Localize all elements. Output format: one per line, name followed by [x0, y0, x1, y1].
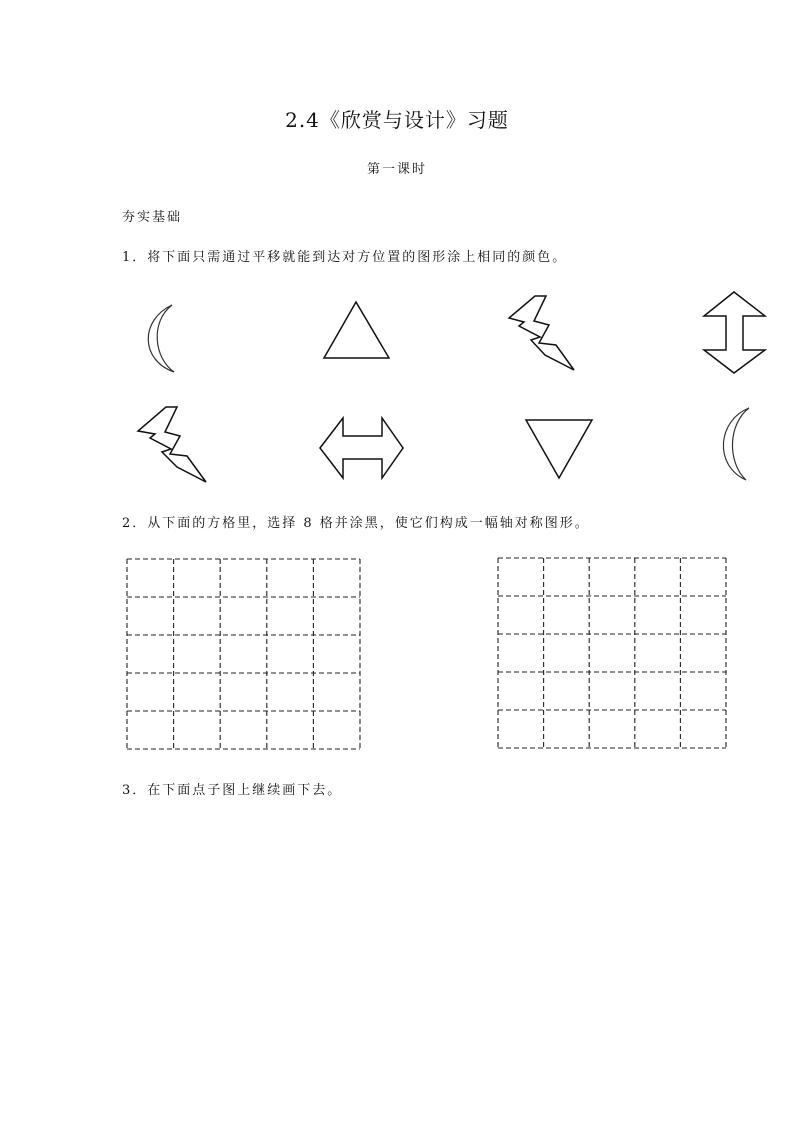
lightning-bolt-icon [509, 296, 574, 370]
question-3: 3．在下面点子图上继续画下去。 [122, 783, 343, 798]
question-1: 1．将下面只需通过平移就能到达对方位置的图形涂上相同的颜色。 [122, 250, 568, 265]
section-heading: 夯实基础 [122, 210, 183, 225]
dashed-grid-left[interactable] [127, 559, 360, 749]
lightning-bolt-icon [138, 407, 206, 482]
triangle-down-icon [526, 420, 592, 478]
vertical-double-arrow-icon [704, 292, 765, 373]
crescent-moon-icon [148, 305, 174, 372]
triangle-up-icon [324, 302, 389, 358]
question-2: 2．从下面的方格里，选择 8 格并涂黑，使它们构成一幅轴对称图形。 [122, 516, 590, 531]
dashed-grid-right[interactable] [498, 558, 726, 748]
lesson-subtitle: 第一课时 [366, 162, 427, 177]
horizontal-double-arrow-icon [320, 418, 403, 478]
page-title: 2.4《欣赏与设计》习题 [285, 108, 509, 132]
crescent-moon-icon [723, 408, 749, 480]
